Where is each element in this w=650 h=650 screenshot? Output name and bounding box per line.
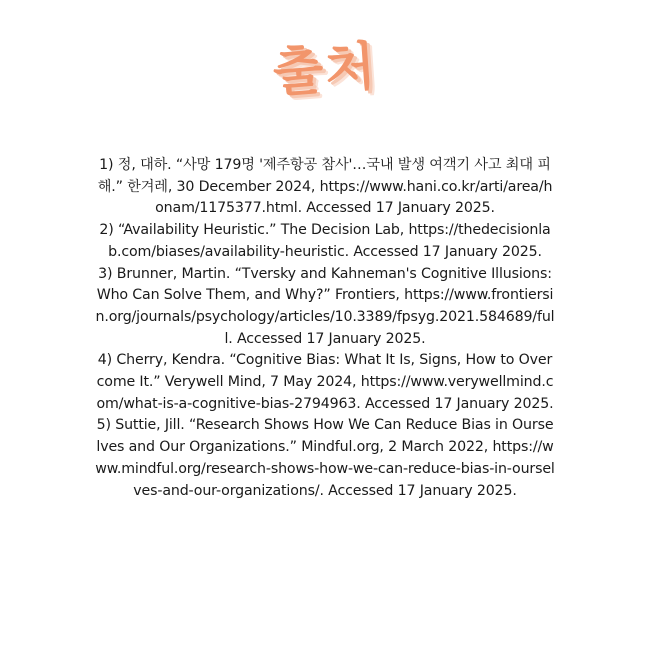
reference-item-1: 1) 정, 대하. “사망 179명 '제주항공 참사'…국내 발생 여객기 사고 최대 피해.” 한겨레, 30 December 2024, https://www.hani.co.kr/arti/area/honam/1175377.html. Accessed 17 January 2025. bbox=[97, 157, 553, 217]
title-container bbox=[0, 36, 650, 104]
reference-item-5: 5) Suttie, Jill. “Research Shows How We Can Reduce Bias in Ourselves and Our Organizations.” Mindful.org, 2 March 2022, https://www.mindful.org/research-shows-how-we-can-reduce-bias-in-ourselves-and-our-organizations/. Accessed 17 January 2025. bbox=[95, 417, 555, 499]
reference-item-4: 4) Cherry, Kendra. “Cognitive Bias: What It Is, Signs, How to Overcome It.” Verywell Mind, 7 May 2024, https://www.verywellmind.com/what-is-a-cognitive-bias-2794963. Accessed 17 January 2025. bbox=[96, 352, 554, 412]
reference-item-2: 2) “Availability Heuristic.” The Decision Lab, https://thedecisionlab.com/biases/availability-heuristic. Accessed 17 January 2025. bbox=[99, 222, 551, 260]
page-title: 출처 bbox=[270, 36, 380, 104]
reference-item-3: 3) Brunner, Martin. “Tversky and Kahneman's Cognitive Illusions: Who Can Solve Them, and Why?” Frontiers, https://www.frontiersin.org/journals/psychology/articles/10.3389/fpsyg.2021.584689/full. Accessed 17 January 2025. bbox=[95, 265, 555, 347]
reference-list bbox=[95, 155, 555, 502]
